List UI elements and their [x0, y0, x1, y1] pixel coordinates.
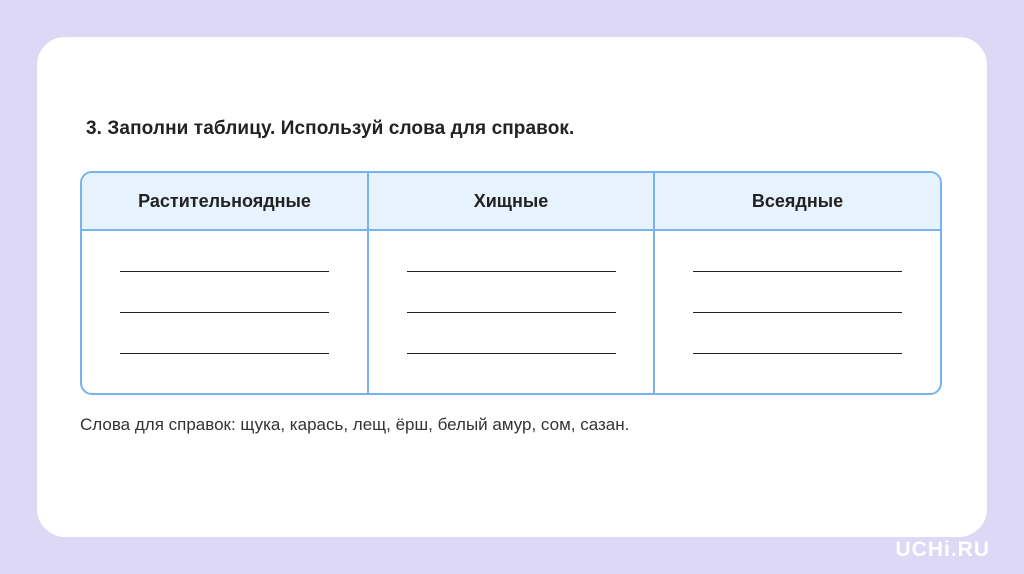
- uchi-logo: UCHi.RU: [895, 538, 990, 561]
- answer-lines: [655, 231, 940, 354]
- animals-table: [82, 173, 940, 393]
- answer-line: [407, 353, 616, 354]
- omnivores-cell: [654, 230, 940, 393]
- fill-in-table: [80, 171, 942, 395]
- answer-lines: [369, 231, 653, 354]
- header-omnivores: Всеядные: [654, 173, 940, 230]
- answer-line: [120, 312, 329, 313]
- herbivores-cell: [82, 230, 368, 393]
- answer-line: [120, 353, 329, 354]
- table-row: [82, 230, 940, 393]
- header-herbivores: Растительноядные: [82, 173, 368, 230]
- answer-line: [407, 312, 616, 313]
- reference-words: Слова для справок: щука, карась, лещ, ёрш, белый амур, сом, сазан.: [80, 415, 630, 434]
- answer-line: [693, 271, 902, 272]
- table-header-row: [82, 173, 940, 230]
- answer-line: [693, 353, 902, 354]
- predators-cell: [368, 230, 654, 393]
- answer-lines: [82, 231, 367, 354]
- header-predators: Хищные: [368, 173, 654, 230]
- task-title: 3. Заполни таблицу. Используй слова для справок.: [86, 118, 575, 139]
- answer-line: [120, 271, 329, 272]
- answer-line: [407, 271, 616, 272]
- answer-line: [693, 312, 902, 313]
